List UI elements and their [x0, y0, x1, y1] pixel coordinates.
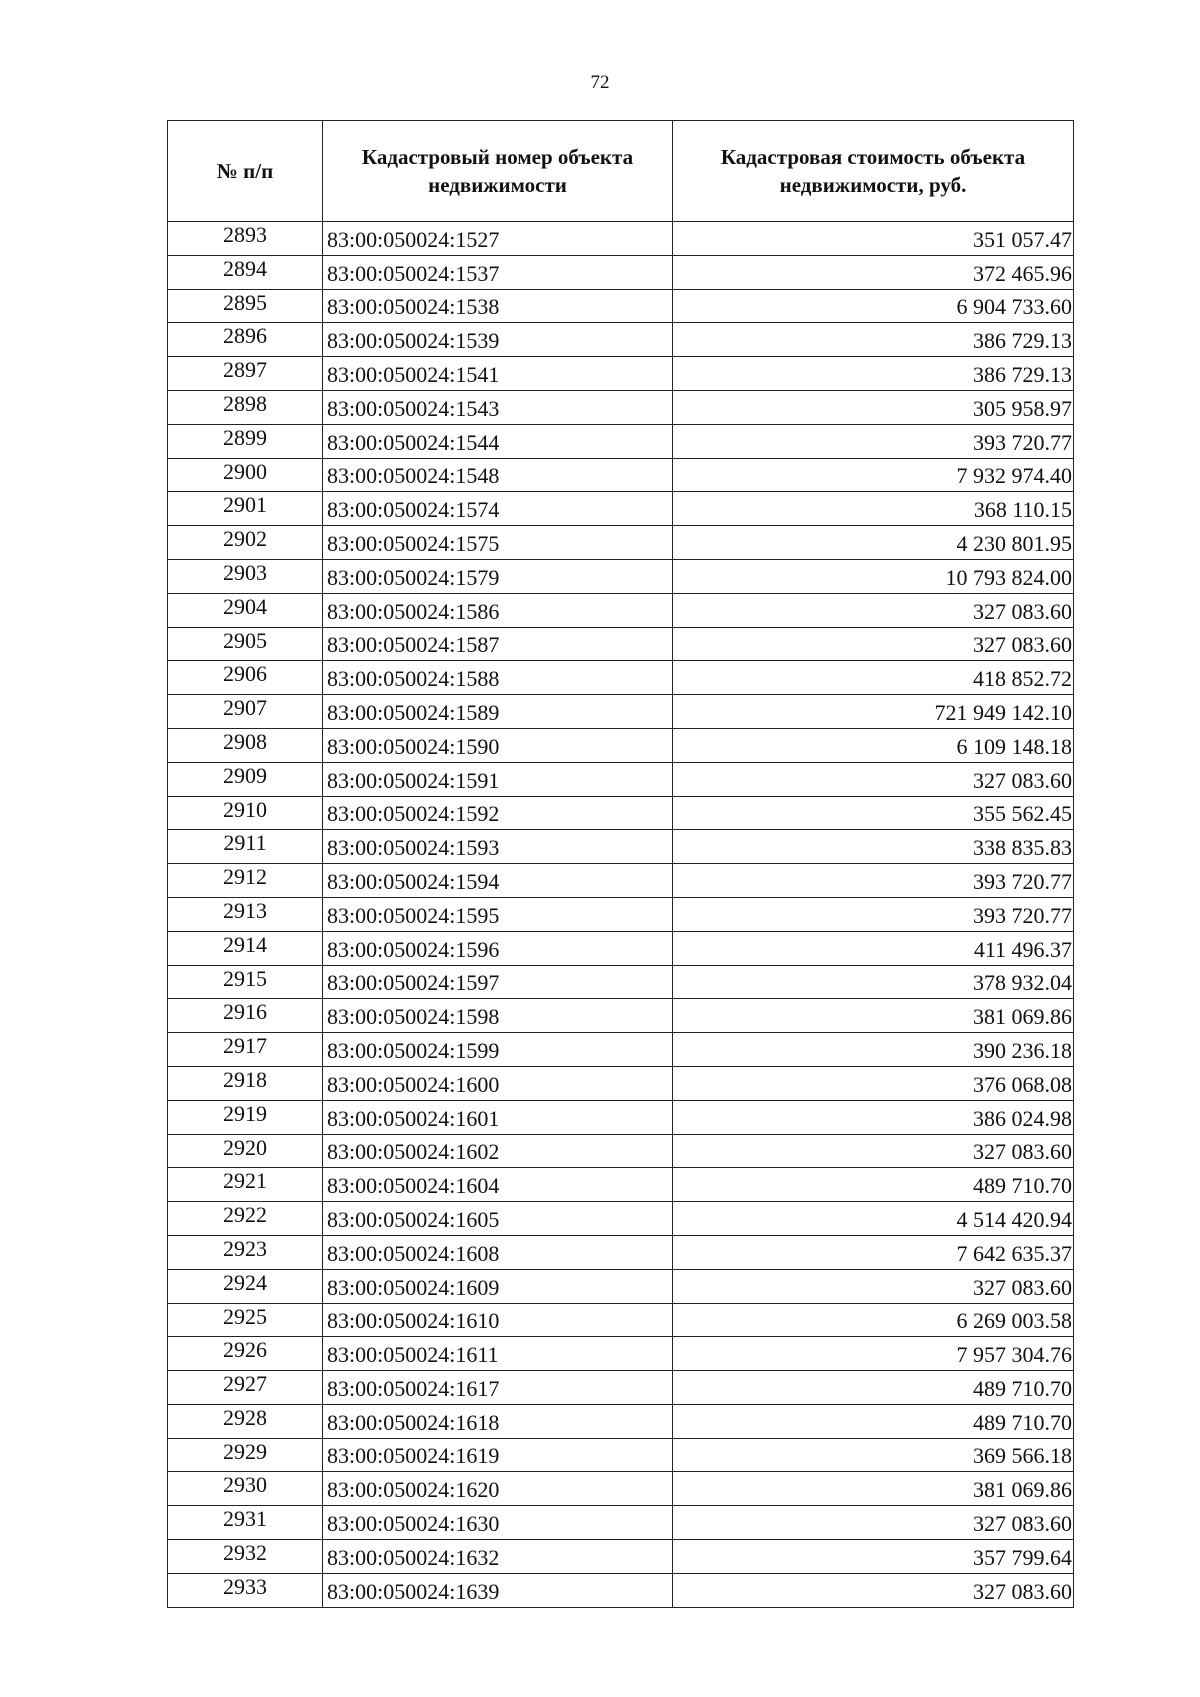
- cadastral-value-cell: 381 069.86: [673, 999, 1074, 1033]
- cadastral-value-cell: 393 720.77: [673, 864, 1074, 898]
- row-number: 2915: [168, 965, 323, 999]
- row-number: 2908: [168, 728, 323, 762]
- row-number: 2929: [168, 1438, 323, 1472]
- table-row: [168, 728, 1074, 762]
- cadastral-number-cell: 83:00:050024:1586: [323, 593, 673, 627]
- row-number: 2907: [168, 695, 323, 729]
- row-number: 2914: [168, 931, 323, 965]
- table-row: [168, 796, 1074, 830]
- cadastral-value-cell: 393 720.77: [673, 424, 1074, 458]
- table-row: [168, 526, 1074, 560]
- cadastral-number-cell: 83:00:050024:1619: [323, 1438, 673, 1472]
- cadastral-number-cell: 83:00:050024:1600: [323, 1066, 673, 1100]
- row-number: 2926: [168, 1337, 323, 1371]
- cadastral-value-cell: 305 958.97: [673, 390, 1074, 424]
- cadastral-value-cell: 10 793 824.00: [673, 559, 1074, 593]
- row-number: 2918: [168, 1066, 323, 1100]
- table-row: [168, 897, 1074, 931]
- row-number: 2927: [168, 1371, 323, 1405]
- row-number: 2931: [168, 1506, 323, 1540]
- table-row: [168, 830, 1074, 864]
- row-number: 2923: [168, 1235, 323, 1269]
- table-row: [168, 357, 1074, 391]
- cadastral-value-cell: 386 729.13: [673, 357, 1074, 391]
- table-row: [168, 424, 1074, 458]
- cadastral-number-cell: 83:00:050024:1589: [323, 695, 673, 729]
- table-row: [168, 1540, 1074, 1574]
- cadastral-value-cell: 489 710.70: [673, 1371, 1074, 1405]
- cadastral-number-cell: 83:00:050024:1608: [323, 1235, 673, 1269]
- cadastral-number-cell: 83:00:050024:1598: [323, 999, 673, 1033]
- cadastral-value-cell: 386 024.98: [673, 1100, 1074, 1134]
- cadastral-number-cell: 83:00:050024:1596: [323, 931, 673, 965]
- table-row: [168, 864, 1074, 898]
- cadastral-number-cell: 83:00:050024:1601: [323, 1100, 673, 1134]
- cadastral-value-cell: 7 642 635.37: [673, 1235, 1074, 1269]
- table-row: [168, 965, 1074, 999]
- table-row: [168, 222, 1074, 256]
- table-row: [168, 627, 1074, 661]
- row-number: 2900: [168, 458, 323, 492]
- row-number: 2898: [168, 390, 323, 424]
- cadastral-value-table: [167, 120, 1074, 1608]
- row-number: 2930: [168, 1472, 323, 1506]
- table-row: [168, 1337, 1074, 1371]
- table-row: [168, 559, 1074, 593]
- row-number: 2925: [168, 1303, 323, 1337]
- cadastral-value-cell: 327 083.60: [673, 1134, 1074, 1168]
- cadastral-value-cell: 355 562.45: [673, 796, 1074, 830]
- cadastral-value-cell: 390 236.18: [673, 1033, 1074, 1067]
- page-number: 72: [590, 72, 610, 93]
- row-number: 2921: [168, 1168, 323, 1202]
- row-number: 2919: [168, 1100, 323, 1134]
- cadastral-value-cell: 327 083.60: [673, 1573, 1074, 1607]
- cadastral-number-cell: 83:00:050024:1587: [323, 627, 673, 661]
- cadastral-number-cell: 83:00:050024:1605: [323, 1202, 673, 1236]
- table-row: [168, 1269, 1074, 1303]
- cadastral-value-cell: 418 852.72: [673, 661, 1074, 695]
- table-row: [168, 458, 1074, 492]
- cadastral-number-cell: 83:00:050024:1594: [323, 864, 673, 898]
- row-number: 2895: [168, 289, 323, 323]
- cadastral-value-cell: 369 566.18: [673, 1438, 1074, 1472]
- cadastral-number-cell: 83:00:050024:1579: [323, 559, 673, 593]
- table-row: [168, 492, 1074, 526]
- cadastral-value-cell: 393 720.77: [673, 897, 1074, 931]
- cadastral-number-cell: 83:00:050024:1630: [323, 1506, 673, 1540]
- table-row: [168, 1202, 1074, 1236]
- table-row: [168, 661, 1074, 695]
- row-number: 2922: [168, 1202, 323, 1236]
- table-row: [168, 593, 1074, 627]
- cadastral-value-cell: 386 729.13: [673, 323, 1074, 357]
- cadastral-value-cell: 327 083.60: [673, 1506, 1074, 1540]
- row-number: 2912: [168, 864, 323, 898]
- table-header: [168, 121, 1074, 222]
- cadastral-value-cell: 351 057.47: [673, 222, 1074, 256]
- table-body: [168, 222, 1074, 1608]
- row-number: 2913: [168, 897, 323, 931]
- cadastral-value-cell: 372 465.96: [673, 255, 1074, 289]
- row-number: 2911: [168, 830, 323, 864]
- cadastral-value-cell: 6 109 148.18: [673, 728, 1074, 762]
- table-row: [168, 695, 1074, 729]
- table-row: [168, 1371, 1074, 1405]
- cadastral-value-cell: 327 083.60: [673, 762, 1074, 796]
- cadastral-value-cell: 7 957 304.76: [673, 1337, 1074, 1371]
- cadastral-value-cell: 4 514 420.94: [673, 1202, 1074, 1236]
- cadastral-value-cell: 489 710.70: [673, 1404, 1074, 1438]
- cadastral-number-cell: 83:00:050024:1538: [323, 289, 673, 323]
- cadastral-number-cell: 83:00:050024:1611: [323, 1337, 673, 1371]
- cadastral-number-cell: 83:00:050024:1543: [323, 390, 673, 424]
- row-number: 2905: [168, 627, 323, 661]
- table-row: [168, 1573, 1074, 1607]
- header-row: [168, 121, 1074, 222]
- cadastral-number-cell: 83:00:050024:1618: [323, 1404, 673, 1438]
- table-row: [168, 289, 1074, 323]
- table-row: [168, 1134, 1074, 1168]
- cadastral-value-cell: 327 083.60: [673, 1269, 1074, 1303]
- cadastral-value-cell: 327 083.60: [673, 627, 1074, 661]
- table-row: [168, 1303, 1074, 1337]
- cadastral-value-cell: 376 068.08: [673, 1066, 1074, 1100]
- header-cadastral-value: Кадастровая стоимость объекта недвижимости, руб.: [673, 121, 1074, 222]
- cadastral-number-cell: 83:00:050024:1527: [323, 222, 673, 256]
- cadastral-number-cell: 83:00:050024:1597: [323, 965, 673, 999]
- cadastral-number-cell: 83:00:050024:1591: [323, 762, 673, 796]
- header-cadastral-number: Кадастровый номер объекта недвижимости: [323, 121, 673, 222]
- row-number: 2910: [168, 796, 323, 830]
- cadastral-value-cell: 4 230 801.95: [673, 526, 1074, 560]
- row-number: 2932: [168, 1540, 323, 1574]
- cadastral-value-cell: 6 904 733.60: [673, 289, 1074, 323]
- table-row: [168, 1438, 1074, 1472]
- cadastral-value-cell: 368 110.15: [673, 492, 1074, 526]
- table-row: [168, 931, 1074, 965]
- cadastral-value-cell: 357 799.64: [673, 1540, 1074, 1574]
- table-row: [168, 762, 1074, 796]
- cadastral-number-cell: 83:00:050024:1609: [323, 1269, 673, 1303]
- row-number: 2920: [168, 1134, 323, 1168]
- cadastral-number-cell: 83:00:050024:1593: [323, 830, 673, 864]
- cadastral-value-cell: 489 710.70: [673, 1168, 1074, 1202]
- cadastral-value-cell: 327 083.60: [673, 593, 1074, 627]
- cadastral-number-cell: 83:00:050024:1604: [323, 1168, 673, 1202]
- row-number: 2902: [168, 526, 323, 560]
- cadastral-number-cell: 83:00:050024:1544: [323, 424, 673, 458]
- row-number: 2909: [168, 762, 323, 796]
- cadastral-number-cell: 83:00:050024:1575: [323, 526, 673, 560]
- table-row: [168, 255, 1074, 289]
- cadastral-number-cell: 83:00:050024:1574: [323, 492, 673, 526]
- cadastral-value-cell: 378 932.04: [673, 965, 1074, 999]
- cadastral-number-cell: 83:00:050024:1620: [323, 1472, 673, 1506]
- header-number: № п/п: [168, 121, 323, 222]
- cadastral-number-cell: 83:00:050024:1590: [323, 728, 673, 762]
- table-row: [168, 1033, 1074, 1067]
- cadastral-number-cell: 83:00:050024:1539: [323, 323, 673, 357]
- row-number: 2903: [168, 559, 323, 593]
- row-number: 2894: [168, 255, 323, 289]
- table-row: [168, 1472, 1074, 1506]
- table-row: [168, 1066, 1074, 1100]
- row-number: 2893: [168, 222, 323, 256]
- table-row: [168, 1100, 1074, 1134]
- row-number: 2904: [168, 593, 323, 627]
- cadastral-value-cell: 7 932 974.40: [673, 458, 1074, 492]
- cadastral-number-cell: 83:00:050024:1588: [323, 661, 673, 695]
- table-row: [168, 323, 1074, 357]
- cadastral-value-cell: 411 496.37: [673, 931, 1074, 965]
- table-row: [168, 999, 1074, 1033]
- row-number: 2924: [168, 1269, 323, 1303]
- cadastral-number-cell: 83:00:050024:1610: [323, 1303, 673, 1337]
- cadastral-number-cell: 83:00:050024:1602: [323, 1134, 673, 1168]
- row-number: 2896: [168, 323, 323, 357]
- cadastral-value-cell: 6 269 003.58: [673, 1303, 1074, 1337]
- cadastral-number-cell: 83:00:050024:1595: [323, 897, 673, 931]
- cadastral-value-cell: 338 835.83: [673, 830, 1074, 864]
- cadastral-number-cell: 83:00:050024:1548: [323, 458, 673, 492]
- cadastral-number-cell: 83:00:050024:1537: [323, 255, 673, 289]
- cadastral-number-cell: 83:00:050024:1632: [323, 1540, 673, 1574]
- row-number: 2917: [168, 1033, 323, 1067]
- row-number: 2901: [168, 492, 323, 526]
- table-row: [168, 1506, 1074, 1540]
- row-number: 2897: [168, 357, 323, 391]
- table-row: [168, 390, 1074, 424]
- row-number: 2916: [168, 999, 323, 1033]
- cadastral-number-cell: 83:00:050024:1639: [323, 1573, 673, 1607]
- row-number: 2933: [168, 1573, 323, 1607]
- cadastral-number-cell: 83:00:050024:1599: [323, 1033, 673, 1067]
- table-row: [168, 1235, 1074, 1269]
- cadastral-number-cell: 83:00:050024:1541: [323, 357, 673, 391]
- cadastral-value-cell: 381 069.86: [673, 1472, 1074, 1506]
- row-number: 2899: [168, 424, 323, 458]
- table-row: [168, 1404, 1074, 1438]
- cadastral-number-cell: 83:00:050024:1592: [323, 796, 673, 830]
- table-row: [168, 1168, 1074, 1202]
- cadastral-number-cell: 83:00:050024:1617: [323, 1371, 673, 1405]
- row-number: 2906: [168, 661, 323, 695]
- cadastral-value-cell: 721 949 142.10: [673, 695, 1074, 729]
- row-number: 2928: [168, 1404, 323, 1438]
